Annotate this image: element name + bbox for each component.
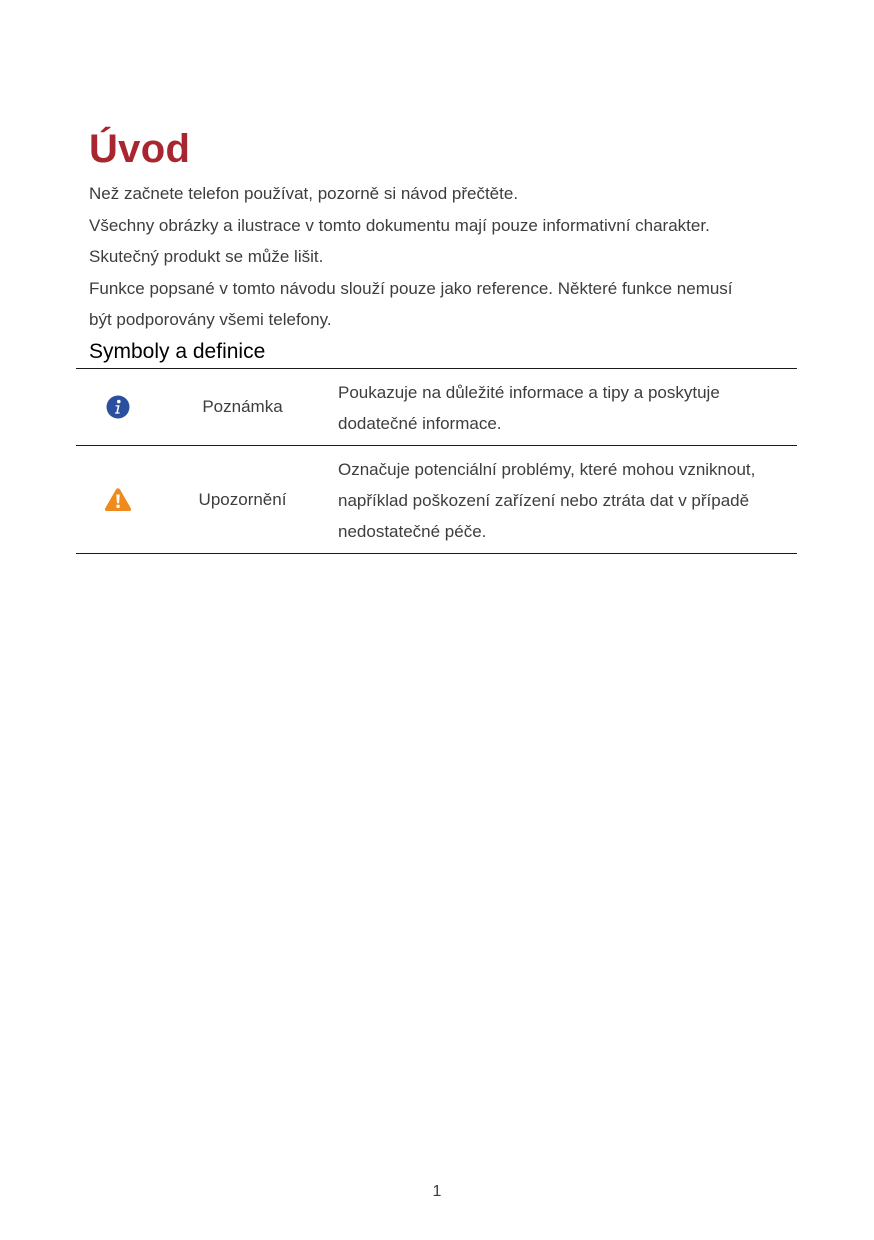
icon-cell	[76, 446, 160, 554]
page-title: Úvod	[89, 127, 191, 171]
symbol-description	[325, 446, 797, 554]
intro-line: Než začnete telefon používat, pozorně si návod přečtěte.	[89, 184, 519, 203]
symbols-table	[76, 368, 797, 554]
intro-line: Funkce popsané v tomto návodu slouží pouze jako reference. Některé funkce nemusí	[89, 278, 733, 298]
intro-line: být podporovány všemi telefony.	[89, 310, 332, 329]
info-icon	[106, 395, 130, 419]
description-line: nedostatečné péče.	[338, 522, 487, 541]
description-line: například poškození zařízení nebo ztráta dat v případě	[338, 491, 750, 510]
symbol-description	[325, 369, 797, 446]
icon-cell	[76, 369, 160, 446]
intro-line: Všechny obrázky a ilustrace v tomto dokumentu mají pouze informativní charakter.	[89, 215, 710, 235]
table-row	[76, 446, 797, 554]
section-title: Symboly a definice	[89, 340, 266, 363]
table-row	[76, 369, 797, 446]
page-number: 1	[432, 1183, 442, 1200]
description-line: Označuje potenciální problémy, které mohou vzniknout,	[338, 460, 756, 479]
description-line: dodatečné informace.	[338, 414, 502, 433]
intro-text	[89, 178, 789, 336]
description-line: Poukazuje na důležité informace a tipy a poskytuje	[338, 383, 720, 402]
symbol-label: Upozornění	[198, 489, 287, 509]
symbol-label: Poznámka	[202, 397, 283, 416]
warning-icon	[104, 487, 132, 512]
intro-line: Skutečný produkt se může lišit.	[89, 247, 324, 266]
